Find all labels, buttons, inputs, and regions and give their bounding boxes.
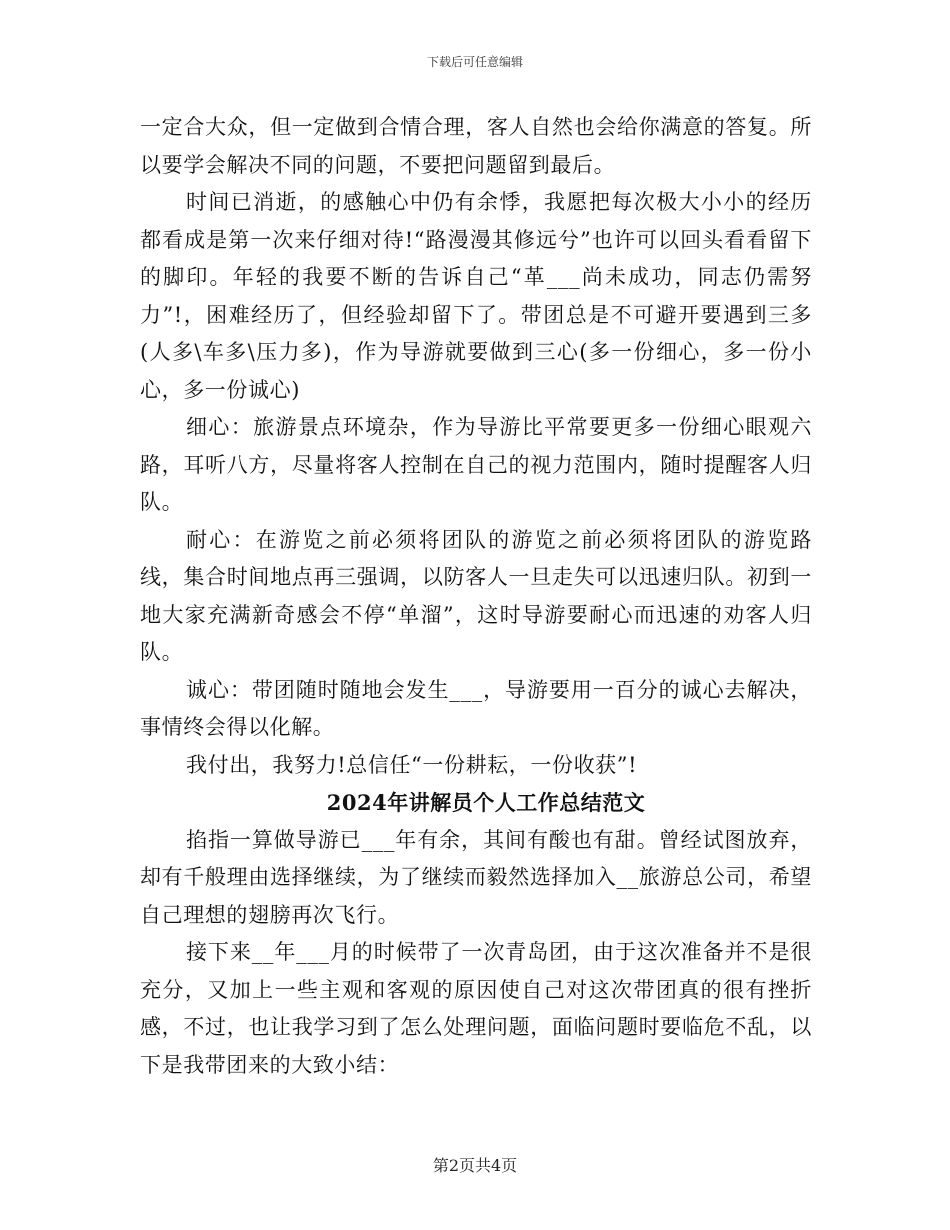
- paragraph: 诚心：带团随时随地会发生___，导游要用一百分的诚心去解决，事情终会得以化解。: [140, 677, 812, 739]
- paragraph: 耐心：在游览之前必须将团队的游览之前必须将团队的游览路线，集合时间地点再三强调，以防客人一旦走失可以迅速归队。初到一地大家充满新奇感会不停“单溜”，这时导游要耐心而迅速的劝客人归队。: [140, 527, 812, 664]
- paragraph: 时间已消逝，的感触心中仍有余悸，我愿把每次极大小小的经历都看成是第一次来仔细对待!“路漫漫其修远兮”也许可以回头看看留下的脚印。年轻的我要不断的告诉自己“革___尚未成功，同志仍需努力”!，困难经历了，但经验却留下了。带团总是不可避开要遇到三多(人多\车多\压力多)，作为导游就要做到三心(多一份细心，多一份小心，多一份诚心): [140, 190, 812, 402]
- paragraph: 我付出，我努力!总信任“一份耕耘，一份收获”!: [186, 752, 638, 777]
- paragraph: 接下来__年___月的时候带了一次青岛团，由于这次准备并不是很充分，又加上一些主观和客观的原因使自己对这次带团真的很有挫折感，不过，也让我学习到了怎么处理问题，面临问题时要临危不乱，以下是我带团来的大致小结：: [140, 940, 812, 1077]
- paragraph: 一定合大众，但一定做到合情合理，客人自然也会给你满意的答复。所以要学会解决不同的问题，不要把问题留到最后。: [140, 115, 812, 177]
- page-footer: 第2页共4页: [432, 1156, 518, 1175]
- document-body: [140, 109, 812, 1084]
- section-heading: 2024年讲解员个人工作总结范文: [326, 790, 646, 815]
- page-header: 下载后可任意编辑: [426, 55, 523, 69]
- paragraph: 掐指一算做导游已___年有余，其间有酸也有甜。曾经试图放弃，却有千般理由选择继续，为了继续而毅然选择加入__旅游总公司，希望自己理想的翅膀再次飞行。: [140, 827, 812, 927]
- paragraph: 细心：旅游景点环境杂，作为导游比平常要更多一份细心眼观六路，耳听八方，尽量将客人控制在自己的视力范围内，随时提醒客人归队。: [140, 415, 812, 514]
